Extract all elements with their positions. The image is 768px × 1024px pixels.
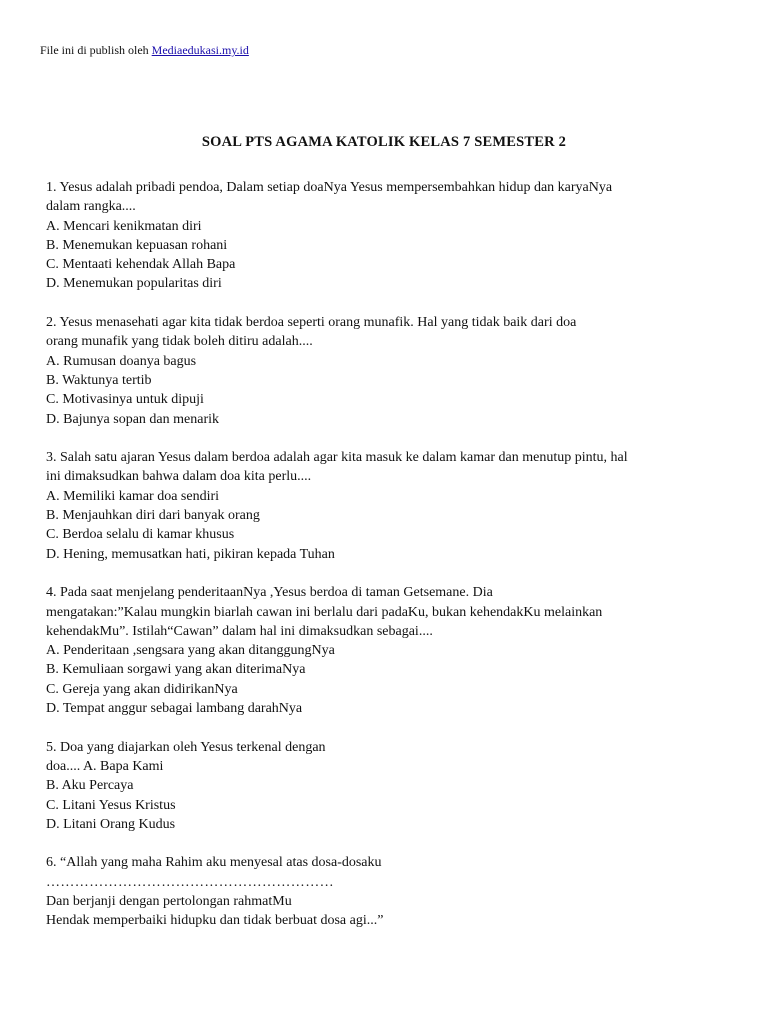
answer-option: A. Mencari kenikmatan diri	[46, 218, 202, 234]
question-6	[46, 853, 726, 930]
answer-option: B. Menemukan kepuasan rohani	[46, 237, 228, 253]
question-4	[46, 583, 726, 718]
question-text-line: ini dimaksudkan bahwa dalam doa kita perlu....	[46, 469, 312, 485]
answer-option: C. Mentaati kehendak Allah Bapa	[46, 257, 236, 273]
question-2	[46, 313, 726, 429]
question-text-line: 5. Doa yang diajarkan oleh Yesus terkenal dengan	[46, 739, 326, 755]
publisher-link[interactable]: Mediaedukasi.my.id	[151, 43, 249, 57]
answer-option: B. Aku Percaya	[46, 778, 134, 794]
question-text-line: 4. Pada saat menjelang penderitaanNya ,Yesus berdoa di taman Getsemane. Dia	[46, 585, 493, 601]
page-title: SOAL PTS AGAMA KATOLIK KELAS 7 SEMESTER 2	[201, 134, 567, 150]
answer-option: D. Menemukan popularitas diri	[46, 276, 222, 292]
question-text-line: 6. “Allah yang maha Rahim aku menyesal atas dosa-dosaku	[46, 855, 382, 871]
question-text-line: Hendak memperbaiki hidupku dan tidak berbuat dosa agi...”	[46, 913, 384, 929]
answer-option: C. Berdoa selalu di kamar khusus	[46, 527, 235, 543]
answer-option: B. Menjauhkan diri dari banyak orang	[46, 508, 260, 524]
answer-option: C. Litani Yesus Kristus	[46, 797, 176, 813]
answer-option: A. Rumusan doanya bagus	[46, 353, 197, 369]
answer-option: D. Tempat anggur sebagai lambang darahNya	[46, 701, 303, 717]
answer-option: C. Motivasinya untuk dipuji	[46, 392, 204, 408]
question-text-line: 3. Salah satu ajaran Yesus dalam berdoa adalah agar kita masuk ke dalam kamar dan menutup pintu, hal	[46, 450, 628, 466]
question-list	[46, 178, 726, 950]
answer-option: D. Bajunya sopan dan menarik	[46, 411, 220, 427]
blank-dotted-line: ……………………………………………………	[46, 874, 334, 890]
question-5	[46, 738, 726, 834]
publisher-note-text: File ini di publish oleh	[40, 43, 152, 57]
question-text-line: mengatakan:”Kalau mungkin biarlah cawan ini berlalu dari padaKu, bukan kehendakKu melainkan	[46, 604, 603, 620]
publisher-note	[40, 42, 249, 58]
answer-option: B. Kemuliaan sorgawi yang akan diterimaNya	[46, 662, 306, 678]
answer-option: A. Memiliki kamar doa sendiri	[46, 488, 220, 504]
question-text-line: doa.... A. Bapa Kami	[46, 758, 164, 774]
answer-option: A. Penderitaan ,sengsara yang akan ditanggungNya	[46, 643, 335, 659]
question-text-line: dalam rangka....	[46, 199, 136, 215]
answer-option: D. Hening, memusatkan hati, pikiran kepada Tuhan	[46, 546, 335, 562]
question-text-line: orang munafik yang tidak boleh ditiru adalah....	[46, 334, 313, 350]
question-text-line: 2. Yesus menasehati agar kita tidak berdoa seperti orang munafik. Hal yang tidak baik dari doa	[46, 315, 577, 331]
question-1	[46, 178, 726, 294]
answer-option: C. Gereja yang akan didirikanNya	[46, 681, 238, 697]
answer-option: D. Litani Orang Kudus	[46, 816, 176, 832]
question-3	[46, 448, 726, 564]
answer-option: B. Waktunya tertib	[46, 372, 152, 388]
question-text-line: Dan berjanji dengan pertolongan rahmatMu	[46, 893, 292, 909]
question-text-line: 1. Yesus adalah pribadi pendoa, Dalam setiap doaNya Yesus mempersembahkan hidup dan karyaNya	[46, 180, 613, 195]
question-text-line: kehendakMu”. Istilah“Cawan” dalam hal ini dimaksudkan sebagai....	[46, 623, 433, 639]
